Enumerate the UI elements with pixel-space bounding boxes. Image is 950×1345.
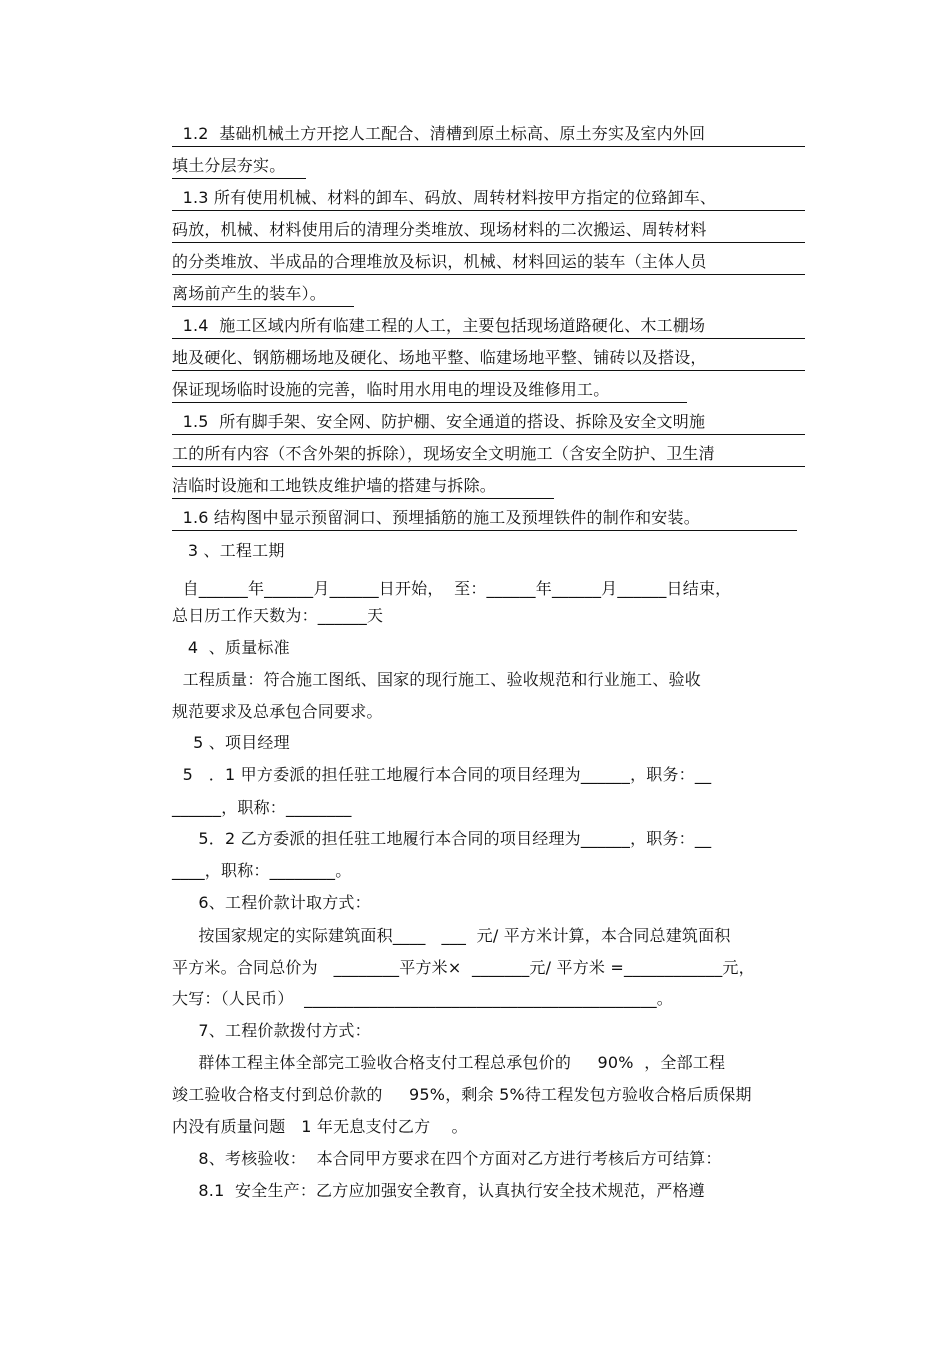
text-line: 的分类堆放、半成品的合理堆放及标识，机械、材料回运的装车（主体人员 [172, 252, 707, 271]
text-line: 1.6 结构图中显示预留洞口、预埋插筋的施工及预埋铁件的制作和安装。 [172, 508, 700, 527]
text-line: 内没有质量问题 1 年无息支付乙方 。 [172, 1117, 468, 1136]
text-line: 5 ．1 甲方委派的担任驻工地履行本合同的项目经理为______，职务：__ [172, 765, 712, 784]
text-line: 自______年______月______日开始， 至：______年______月______日结束， [172, 579, 732, 598]
text-line: 平方米。合同总价为 ________平方米× _______元/ 平方米 =____________元， [172, 958, 755, 977]
text-line: 码放，机械、材料使用后的清理分类堆放、现场材料的二次搬运、周转材料 [172, 220, 707, 239]
section-heading: 4 、质量标准 [172, 638, 290, 657]
text-line: 规范要求及总承包合同要求。 [172, 702, 383, 721]
text-line: 1.2 基础机械土方开挖人工配合、清槽到原土标高、原土夯实及室内外回 [172, 124, 706, 143]
section-heading: 3 、工程工期 [172, 541, 285, 560]
text-line: 总日历工作天数为：______天 [172, 606, 384, 625]
text-line: ______，职称：________ [172, 798, 352, 817]
underline [172, 146, 805, 147]
text-line: 保证现场临时设施的完善，临时用水用电的埋设及维修用工。 [172, 380, 610, 399]
underline [172, 338, 805, 339]
section-heading: 5 、项目经理 [172, 733, 290, 752]
text-line: 按国家规定的实际建筑面积____ ___ 元/ 平方米计算，本合同总建筑面积 [172, 926, 731, 945]
text-line: 填土分层夯实。 [172, 156, 286, 175]
text-line: 1.4 施工区域内所有临建工程的人工，主要包括现场道路硬化、木工棚场 [172, 316, 706, 335]
underline [172, 178, 306, 179]
text-line: ____，职称：________。 [172, 861, 352, 880]
text-line: 群体工程主体全部完工验收合格支付工程总承包价的 90% ，全部工程 [172, 1053, 726, 1072]
section-heading: 6、工程价款计取方式： [172, 893, 371, 912]
underline [172, 274, 805, 275]
text-line: 离场前产生的装车）。 [172, 284, 327, 303]
section-heading: 8、考核验收： 本合同甲方要求在四个方面对乙方进行考核后方可结算： [172, 1149, 722, 1168]
text-line: 8.1 安全生产：乙方应加强安全教育，认真执行安全技术规范，严格遵 [172, 1181, 705, 1200]
text-line: 1.5 所有脚手架、安全网、防护棚、安全通道的搭设、拆除及安全文明施 [172, 412, 706, 431]
text-line: 工程质量：符合施工图纸、国家的现行施工、验收规范和行业施工、验收 [172, 670, 701, 689]
text-line: 1.3 所有使用机械、材料的卸车、码放、周转材料按甲方指定的位臵卸车、 [172, 188, 717, 207]
underline [172, 498, 554, 499]
underline [172, 466, 805, 467]
underline [172, 402, 687, 403]
underline [172, 242, 805, 243]
text-line: 地及硬化、钢筋棚场地及硬化、场地平整、临建场地平整、铺砖以及搭设， [172, 348, 707, 367]
underline [172, 530, 797, 531]
underline [172, 210, 805, 211]
underline [172, 306, 354, 307]
text-line: 洁临时设施和工地铁皮维护墙的搭建与拆除。 [172, 476, 497, 495]
text-line: 5．2 乙方委派的担任驻工地履行本合同的项目经理为______，职务：__ [172, 829, 712, 848]
text-line: 大写：（人民币） ___________________________________________。 [172, 989, 673, 1008]
underline [172, 434, 805, 435]
text-line: 工的所有内容（不含外架的拆除），现场安全文明施工（含安全防护、卫生清 [172, 444, 715, 463]
text-line: 竣工验收合格支付到总价款的 95%，剩余 5%待工程发包方验收合格后质保期 [172, 1085, 752, 1104]
underline [172, 370, 805, 371]
section-heading: 7、工程价款拨付方式： [172, 1021, 371, 1040]
